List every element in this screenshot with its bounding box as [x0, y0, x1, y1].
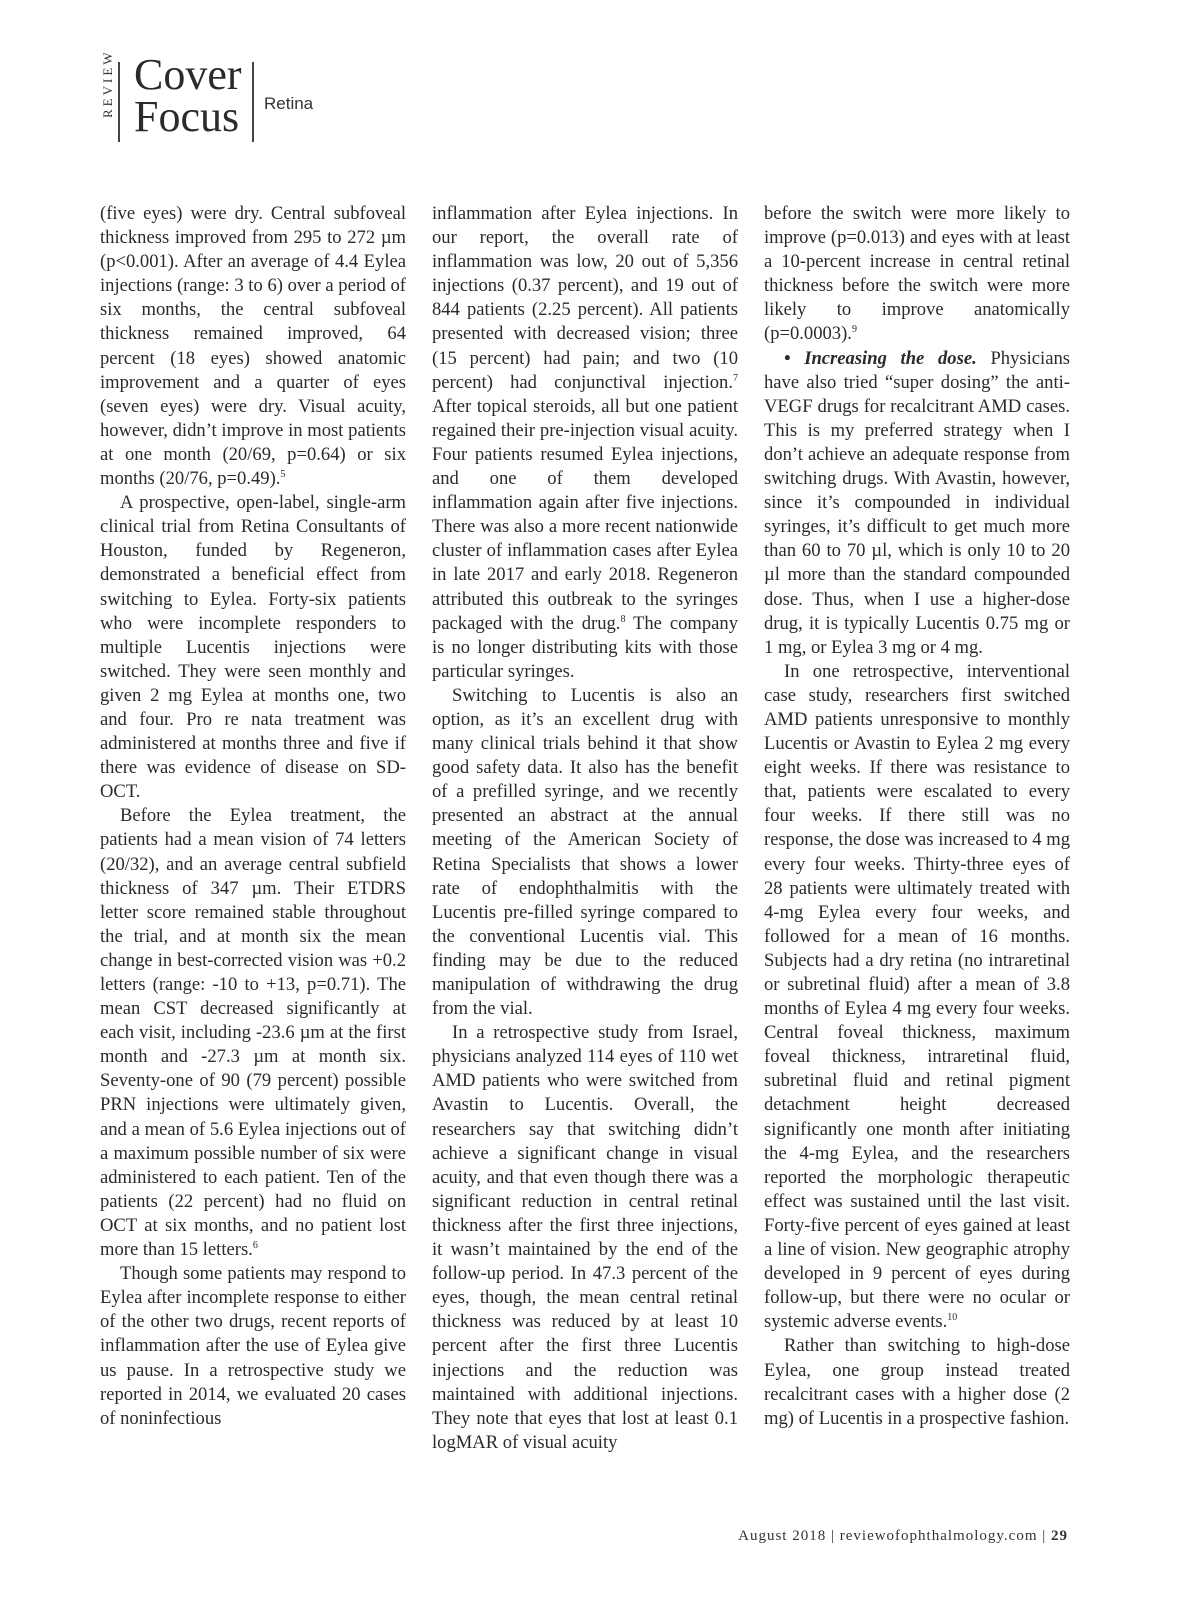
column-3: [764, 202, 1070, 1492]
subheading-increasing-dose: • Increasing the dose.: [784, 347, 977, 369]
paragraph: Though some patients may respond to Eylea after incomplete response to either of the other two drugs, recent reports of inflammation after the use of Eylea give us pause. In a retrospective study we reported in 2014, we evaluated 20 cases of noninfectious: [100, 1263, 406, 1429]
paragraph: In one retrospective, interventional case study, researchers first switched AMD patients unresponsive to monthly Lucentis or Avastin to Eylea 2 mg every eight weeks. If there was resistance to that, patients were escalated to every four weeks. If there still was no response, the dose was increased to 4 mg every four weeks. Thirty-three eyes of 28 patients were ultimately treated with 4-mg Eylea every four weeks, and followed for a mean of 16 months. Subjects had a dry retina (no intraretinal or subretinal fluid) after a mean of 3.8 months of Eylea 4 mg every four weeks. Central foveal thickness, maximum foveal thickness, intraretinal fluid, subretinal fluid and retinal pigment detachment height decreased significantly one month after initiating the 4-mg Eylea, and the researchers reported the morphologic therapeutic effect was sustained until the last visit. Forty-five percent of eyes gained at least a line of vision. New geographic atrophy developed in 9 percent of eyes during follow-up, but there were no ocular or systemic adverse events.$^{10}$: [764, 660, 1070, 1333]
paragraph: Switching to Lucentis is also an option, as it’s an excellent drug with many clinical trials behind it that show good safety data. It also has the benefit of a prefilled syringe, and we recently presented an abstract at the annual meeting of the American Society of Retina Specialists that shows a lower rate of endophthalmitis with the Lucentis pre-filled syringe compared to the conventional Lucentis vial. This finding may be due to the reduced manipulation of withdrawing the drug from the vial.: [432, 684, 738, 1020]
column-2: [432, 202, 738, 1492]
article-body: [100, 202, 1070, 1492]
column-1: [100, 202, 406, 1492]
review-label: REVIEW: [100, 49, 115, 118]
paragraph: A prospective, open-label, single-arm clinical trial from Retina Consultants of Houston, funded by Regeneron, demonstrated a beneficial effect from switching to Eylea. Forty-six patients who were incomplete responders to multiple Lucentis injections were switched. They were seen monthly and given 2 mg Eylea at months one, two and four. Pro re nata treatment was administered at months three and five if there was evidence of disease on SD-OCT.: [100, 492, 406, 803]
header-divider-right: [252, 62, 254, 142]
paragraph: before the switch were more likely to improve (p=0.013) and eyes with at least a 10-percent increase in central retinal thickness before the switch were more likely to improve anatomically (p=0.0003).$^9$: [764, 203, 1070, 345]
page-number: 29: [1051, 1528, 1068, 1544]
paragraph: • Increasing the dose. Physicians have also tried “super dosing” the anti-VEGF drugs for recalcitrant AMD cases. This is my preferred strategy when I don’t achieve an adequate response from switching drugs. With Avastin, however, since it’s compounded in individual syringes, it’s difficult to get much more than 60 to 70 µl, which is only 10 to 20 µl more than the standard compounded dose. Thus, when I use a higher-dose drug, it is typically Lucentis 0.75 mg or 1 mg, or Eylea 3 mg or 4 mg.: [764, 347, 1070, 658]
section-label: Retina: [264, 94, 314, 113]
paragraph: inflammation after Eylea injections. In our report, the overall rate of inflammation was low, 20 out of 5,356 injections (0.37 percent), and 19 out of 844 patients (2.25 percent). All patients presented with decreased vision; three (15 percent) had pain; and two (10 percent) had conjunctival injection.$^7$ After topical steroids, all but one patient regained their pre-injection visual acuity. Four patients resumed Eylea injections, and one of them developed inflammation again after five injections. There was also a more recent nationwide cluster of inflammation cases after Eylea in late 2017 and early 2018. Regeneron attributed this outbreak to the syringes packaged with the drug.$^8$ The company is no longer distributing kits with those particular syringes.: [432, 203, 738, 682]
paragraph: (five eyes) were dry. Central subfoveal thickness improved from 295 to 272 µm (p<0.001). After an average of 4.4 Eylea injections (range: 3 to 6) over a period of six months, the central subfoveal thickness remained improved, 64 percent (18 eyes) showed anatomic improvement and a quarter of eyes (seven eyes) were dry. Visual acuity, however, didn’t improve in most patients at one month (20/69, p=0.64) or six months (20/76, p=0.49).$^5$: [100, 203, 406, 490]
paragraph: Rather than switching to high-dose Eylea, one group instead treated recalcitrant cases with a higher dose (2 mg) of Lucentis in a prospective fashion.: [764, 1335, 1070, 1429]
issue-date: August 2018: [738, 1528, 827, 1544]
page-footer: August 2018 | reviewofophthalmology.com | 29: [738, 1528, 1068, 1544]
paragraph: Before the Eylea treatment, the patients had a mean vision of 74 letters (20/32), and an average central subfield thickness of 347 µm. Their ETDRS letter score remained stable throughout the trial, and at month six the mean change in best-corrected vision was +0.2 letters (range: -10 to +13, p=0.71). The mean CST decreased significantly at each visit, including -23.6 µm at the first month and -27.3 µm at month six. Seventy-one of 90 (79 percent) possible PRN injections were ultimately given, and a mean of 5.6 Eylea injections out of a maximum possible number of six were administered to each patient. Ten of the patients (22 percent) had no fluid on OCT at six months, and no patient lost more than 15 letters.$^6$: [100, 805, 406, 1261]
title-line-1: Cover: [134, 50, 242, 99]
cover-focus-title: [134, 50, 242, 141]
website-link[interactable]: reviewofophthalmology.com: [839, 1528, 1038, 1544]
header-divider-left: [118, 62, 120, 142]
title-line-2: Focus: [134, 92, 240, 141]
paragraph: In a retrospective study from Israel, physicians analyzed 114 eyes of 110 wet AMD patients who were switched from Avastin to Lucentis. Overall, the researchers say that switching didn’t achieve a significant change in visual acuity, and that even though there was a significant reduction in central retinal thickness after the first three injections, it wasn’t maintained by the end of the follow-up period. In 47.3 percent of the eyes, though, the mean central retinal thickness was reduced by at least 10 percent after the first three Lucentis injections and the reduction was maintained with additional injections. They note that eyes that lost at least 0.1 logMAR of visual acuity: [432, 1022, 738, 1453]
